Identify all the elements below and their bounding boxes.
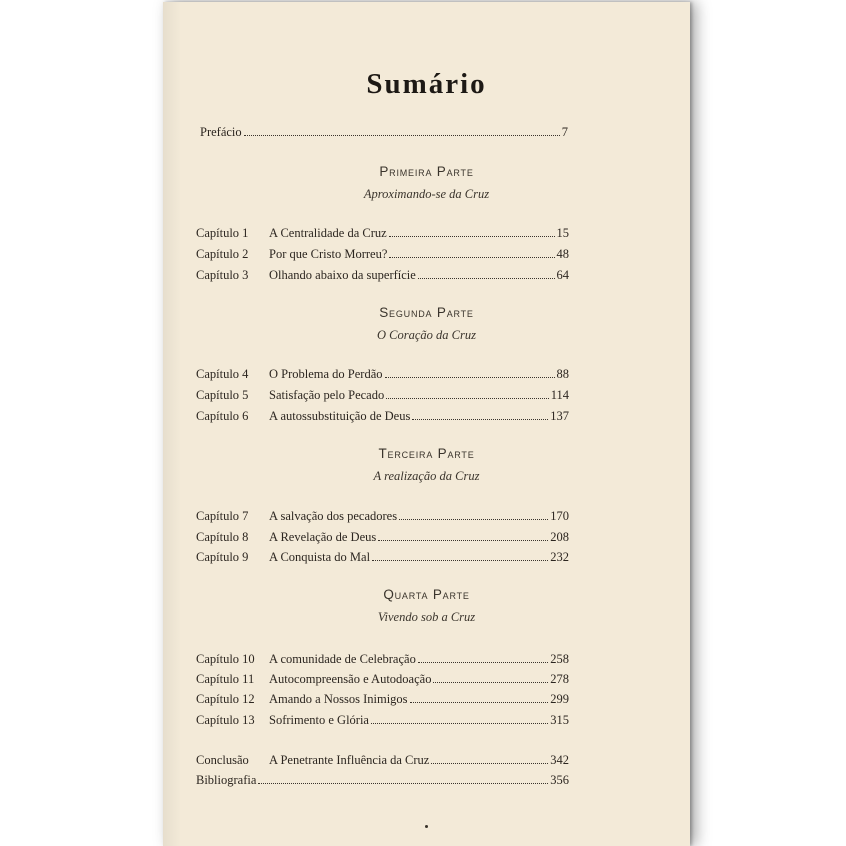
dot-leader	[412, 419, 548, 420]
chapter-number: Capítulo 4	[196, 367, 249, 381]
toc-entry-chapter	[196, 671, 569, 687]
toc-entry-preface	[200, 124, 568, 140]
chapter-title: Amando a Nossos Inimigos	[269, 692, 408, 706]
toc-page-number: 232	[550, 550, 569, 564]
toc-entry-chapter	[196, 366, 569, 382]
part-subtitle: Vivendo sob a Cruz	[377, 610, 476, 624]
chapter-title: A autossubstituição de Deus	[269, 409, 411, 423]
toc-page-number: 48	[556, 247, 569, 261]
chapter-number: Capítulo 3	[196, 268, 249, 282]
toc-page-number: 258	[550, 652, 569, 666]
chapter-number: Capítulo 1	[196, 226, 249, 240]
chapter-title: A Penetrante Influência da Cruz	[269, 753, 430, 767]
chapter-title: Satisfação pelo Pecado	[269, 388, 385, 402]
toc-page-number: 64	[556, 268, 569, 282]
chapter-number: Capítulo 11	[196, 672, 255, 686]
part-title: Quarta Parte	[383, 587, 470, 602]
dot-leader	[418, 662, 548, 663]
chapter-number: Capítulo 12	[196, 692, 255, 706]
chapter-title: Por que Cristo Morreu?	[269, 247, 388, 261]
chapter-number: Capítulo 13	[196, 713, 255, 727]
toc-entry-chapter	[196, 712, 569, 728]
dot-leader	[399, 519, 548, 520]
part-subtitle: A realização da Cruz	[373, 469, 480, 483]
toc-page-number: 315	[550, 713, 569, 727]
chapter-number: Capítulo 10	[196, 652, 255, 666]
toc-page-number: 114	[550, 388, 569, 402]
chapter-number: Capítulo 9	[196, 550, 249, 564]
dot-leader	[410, 702, 549, 703]
part-title: Segunda Parte	[379, 305, 474, 320]
toc-entry-bibliography	[196, 772, 569, 788]
page-title: Sumário	[366, 68, 487, 100]
chapter-number: Conclusão	[196, 753, 249, 767]
toc-entry-chapter	[196, 387, 569, 403]
dot-leader	[385, 377, 555, 378]
chapter-title: A Centralidade da Cruz	[269, 226, 387, 240]
toc-page-number: 356	[550, 773, 569, 787]
toc-page-number: 208	[550, 530, 569, 544]
dot-leader	[431, 763, 548, 764]
part-title: Primeira Parte	[379, 164, 474, 179]
chapter-title: A comunidade de Celebração	[269, 652, 416, 666]
part-subtitle: Aproximando-se da Cruz	[363, 187, 490, 201]
chapter-title: O Problema do Perdão	[269, 367, 383, 381]
toc-page-number: 88	[556, 367, 569, 381]
dot-leader	[386, 398, 548, 399]
dot-leader	[389, 257, 554, 258]
toc-entry-chapter	[196, 549, 569, 565]
toc-entry-chapter	[196, 225, 569, 241]
chapter-title: Sofrimento e Glória	[269, 713, 369, 727]
chapter-title: Autocompreensão e Autodoação	[269, 672, 432, 686]
chapter-title: Olhando abaixo da superfície	[269, 268, 416, 282]
chapter-number: Capítulo 5	[196, 388, 249, 402]
dot-leader	[389, 236, 555, 237]
toc-entry-label: Bibliografia	[196, 773, 257, 787]
page-speck	[425, 825, 428, 828]
part-subtitle: O Coração da Cruz	[377, 328, 476, 342]
toc-entry-chapter	[196, 267, 569, 283]
chapter-number: Capítulo 7	[196, 509, 249, 523]
chapter-number: Capítulo 8	[196, 530, 249, 544]
toc-page-number: 342	[550, 753, 569, 767]
toc-page-number: 278	[550, 672, 569, 686]
dot-leader	[372, 560, 548, 561]
toc-entry-chapter	[196, 529, 569, 545]
dot-leader	[378, 540, 548, 541]
dot-leader	[371, 723, 548, 724]
chapter-title: A Revelação de Deus	[269, 530, 377, 544]
book-page	[163, 2, 690, 846]
toc-page-number: 137	[550, 409, 569, 423]
part-title: Terceira Parte	[378, 446, 475, 461]
chapter-title: A Conquista do Mal	[269, 550, 371, 564]
toc-entry-chapter	[196, 408, 569, 424]
toc-entry-chapter	[196, 651, 569, 667]
toc-entry-label: Prefácio	[200, 125, 242, 139]
toc-entry-chapter	[196, 508, 569, 524]
toc-page-number: 15	[556, 226, 569, 240]
toc-page-number: 7	[561, 125, 568, 139]
chapter-number: Capítulo 6	[196, 409, 249, 423]
dot-leader	[258, 783, 548, 784]
chapter-number: Capítulo 2	[196, 247, 249, 261]
toc-entry-conclusion	[196, 752, 569, 768]
toc-page-number: 170	[550, 509, 569, 523]
dot-leader	[418, 278, 555, 279]
toc-entry-chapter	[196, 691, 569, 707]
dot-leader	[244, 135, 560, 136]
dot-leader	[433, 682, 548, 683]
chapter-title: A salvação dos pecadores	[269, 509, 398, 523]
toc-page-number: 299	[550, 692, 569, 706]
toc-entry-chapter	[196, 246, 569, 262]
